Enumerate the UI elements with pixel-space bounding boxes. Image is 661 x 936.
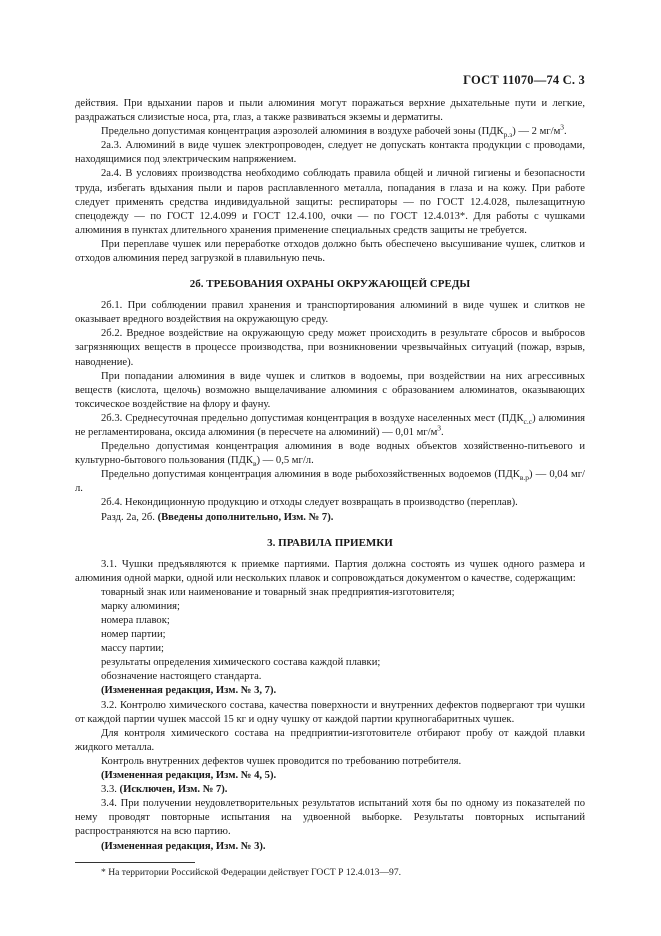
list-item: массу партии;	[101, 643, 164, 655]
text: .	[564, 126, 567, 138]
text: 2б.3. Среднесуточная предельно допустимая концентрация в воздухе населенных мест (ПДК	[101, 412, 524, 424]
list-item: товарный знак или наименование и товарный знак предприятия-изготовителя;	[101, 586, 455, 598]
subscript: р.з	[503, 130, 513, 140]
subscript: с.с	[523, 416, 533, 426]
amendment-text: (Введены дополнительно, Изм. № 7).	[157, 511, 334, 523]
paragraph: действия. При вдыхании паров и пыли алюминия могут поражаться верхние дыхательные пути и легкие, раздражаться слизистые носа, рта, глаз, а также развиваться экземы и дерматиты.	[75, 98, 585, 124]
text: ) — 0,04 мг/л.	[75, 469, 585, 495]
list-item: номера плавок;	[101, 615, 170, 626]
amendment-note: (Измененная редакция, Изм. № 3).	[101, 840, 266, 852]
text: ) алюминия не регламентирована, оксида алюминия (в пересчете на алюминий) — 0,01 мг/м	[75, 412, 586, 438]
paragraph: 3.1. Чушки предъявляются к приемке партиями. Партия должна состоять из чушек одного размера и алюминия одной марки, одной или нескольких плавок и сопровождаться документом о качестве, содержащим:	[75, 558, 585, 584]
text: Предельно допустимая концентрация аэрозолей алюминия в воздухе рабочей зоны (ПДК	[101, 126, 504, 138]
paragraph: 2а.4. В условиях производства необходимо соблюдать правила общей и личной гигиены и безопасности труда, избегать вдыхания пыли и паров расплавленного металла, попадания в глаза и на кожу. При работе следует применять средства индивидуальной защиты: респираторы — по ГОСТ 12.4.028, пылезащитную спецодежду — по ГОСТ 12.4.099 и ГОСТ 12.4.100, очки — по ГОСТ 12.4.013*. Для работы с чушками алюминия в пунктах длительного хранения применение специальных средств защиты не требуется.	[75, 168, 585, 236]
subscript: в.р	[519, 473, 530, 483]
paragraph: 2б.4. Некондиционную продукцию и отходы следует возвращать в производство (переплав).	[101, 497, 518, 509]
superscript: 3	[560, 122, 565, 132]
text: ) — 0,5 мг/л.	[256, 455, 314, 467]
text: .	[441, 426, 444, 438]
paragraph: 3.4. При получении неудовлетворительных результатов испытаний хотя бы по одному из показателей по нему проводят повторные испытания на удвоенной выборке. Результаты повторных испытаний распространяются на всю партию.	[75, 798, 585, 838]
text: Разд. 2а, 2б.	[101, 511, 158, 523]
superscript: 3	[437, 423, 442, 433]
paragraph-pdk-work-zone	[75, 122, 585, 140]
text: ) — 2 мг/м	[512, 126, 561, 138]
text: Предельно допустимая концентрация алюминия в воде водных объектов хозяйственно-питьевого и культурно-бытового пользования (ПДК	[75, 441, 585, 467]
list-item: номер партии;	[101, 629, 166, 641]
page-header: ГОСТ 11070—74 С. 3	[463, 73, 585, 87]
paragraph-excluded	[75, 783, 585, 797]
paragraph-pdk-fishery	[75, 468, 585, 496]
paragraph-pdk-air	[75, 412, 585, 440]
list-item: результаты определения химического состава каждой плавки;	[101, 657, 381, 669]
document-contents-list	[75, 586, 585, 685]
text: 3.3.	[101, 784, 120, 796]
amendment-text: (Исключен, Изм. № 7).	[119, 784, 228, 796]
paragraph-pdk-water	[75, 440, 585, 468]
paragraph: При попадании алюминия в виде чушек и слитков в водоемы, при воздействии на них агрессивных веществ (кислота, щелочь) возможно выщелачивание алюминия с образованием алюминатов, оказывающих токсическое воздействие на флору и фауну.	[75, 370, 585, 410]
page-content	[75, 97, 585, 879]
paragraph: При переплаве чушек или переработке отходов должно быть обеспечено высушивание чушек, слитков и отходов алюминия перед загрузкой в плавильную печь.	[75, 238, 585, 265]
paragraph: 2б.2. Вредное воздействие на окружающую среду может происходить в результате сбросов и выбросов загрязняющих веществ в процессе производства, при возникновении чрезвычайных ситуаций (пожар, взрыв, наводнение).	[75, 328, 585, 368]
paragraph: 3.2. Контролю химического состава, качества поверхности и внутренних дефектов подвергают три чушки от каждой партии чушек массой 15 кг и одну чушку от каждой партии крупногабаритных чушек.	[75, 699, 585, 725]
amendment-note: (Измененная редакция, Изм. № 4, 5).	[101, 770, 277, 782]
subscript: в	[252, 459, 257, 469]
amendment-note	[75, 511, 585, 525]
paragraph: 2а.3. Алюминий в виде чушек электропроводен, следует не допускать контакта продукции с проводами, находящимися под электрическим напряжением.	[75, 140, 585, 166]
section-heading: 2б. ТРЕБОВАНИЯ ОХРАНЫ ОКРУЖАЮЩЕЙ СРЕДЫ	[189, 278, 471, 291]
footnote: * На территории Российской Федерации действует ГОСТ Р 12.4.013—97.	[101, 866, 402, 878]
list-item: обозначение настоящего стандарта.	[101, 671, 262, 683]
paragraph: 2б.1. При соблюдении правил хранения и транспортирования алюминий в виде чушек и слитков не оказывает вредного воздействия на окружающую среду.	[75, 300, 585, 326]
paragraph: Контроль внутренних дефектов чушек проводится по требованию потребителя.	[101, 755, 462, 767]
list-item: марку алюминия;	[101, 600, 180, 612]
section-heading: 3. ПРАВИЛА ПРИЕМКИ	[267, 536, 393, 549]
text: Предельно допустимая концентрация алюминия в воде рыбохозяйственных водоемов (ПДК	[101, 469, 520, 481]
footnote-divider	[75, 862, 195, 863]
amendment-note: (Измененная редакция, Изм. № 3, 7).	[101, 685, 277, 697]
paragraph: Для контроля химического состава на предприятии-изготовителе отбирают пробу от каждой плавки жидкого металла.	[75, 727, 585, 753]
